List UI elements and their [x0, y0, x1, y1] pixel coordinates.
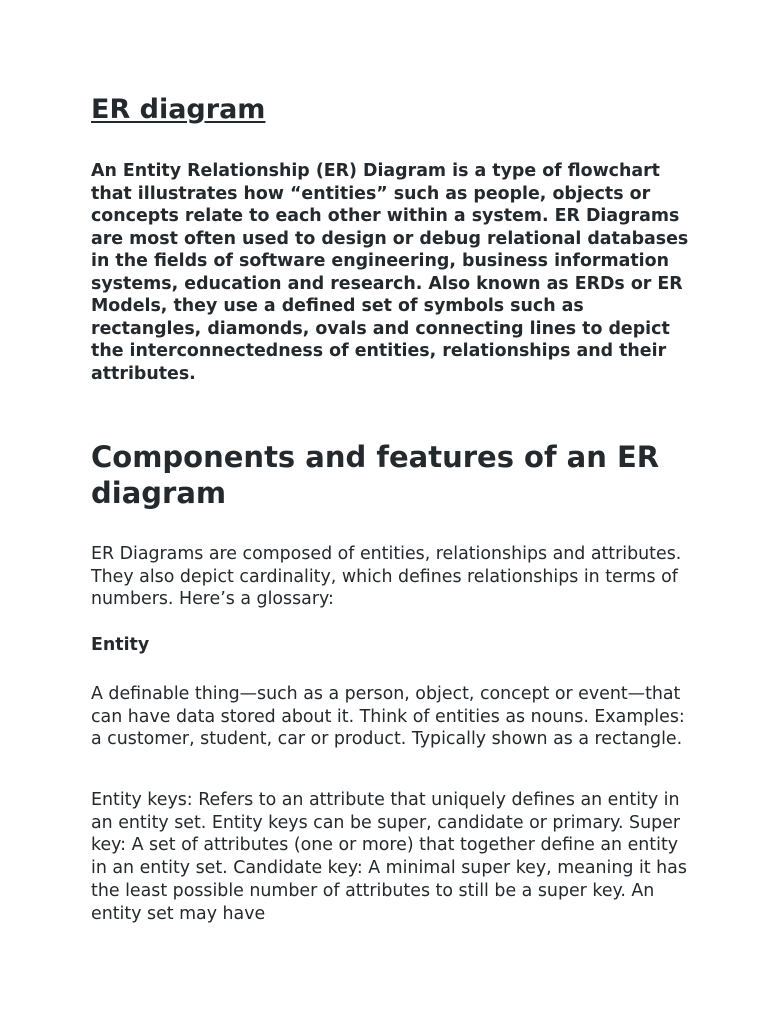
- document-title: ER diagram: [91, 94, 266, 125]
- section-heading: Components and features of an ER diagram: [91, 440, 660, 510]
- entity-definition-paragraph: A definable thing—such as a person, object, concept or event—that can have data stored about it. Think of entities as nouns. Examples: a customer, student, car or product. Typically shown as a rectangle.: [91, 684, 685, 750]
- entity-keys-paragraph: Entity keys: Refers to an attribute that uniquely defines an entity in an entity set. Entity keys can be super, candidate or primary. Super key: A set of attributes (one or more) that together define an entity in an entity set. Candidate key: A minimal super key, meaning it has the least possible number of attributes to still be a super key. An entity set may have: [91, 790, 687, 924]
- entity-heading: Entity: [91, 635, 150, 655]
- glossary-intro-paragraph: ER Diagrams are composed of entities, relationships and attributes. They also depict cardinality, which defines relationships in terms of numbers. Here’s a glossary:: [91, 544, 682, 610]
- intro-paragraph: An Entity Relationship (ER) Diagram is a type of flowchart that illustrates how “entities” such as people, objects or concepts relate to each other within a system. ER Diagrams are most often used to design or debug relational databases in the fields of software engineering, business information systems, education and research. Also known as ERDs or ER Models, they use a defined set of symbols such as rectangles, diamonds, ovals and connecting lines to depict the interconnectedness of entities, relationships and their attributes.: [91, 161, 689, 384]
